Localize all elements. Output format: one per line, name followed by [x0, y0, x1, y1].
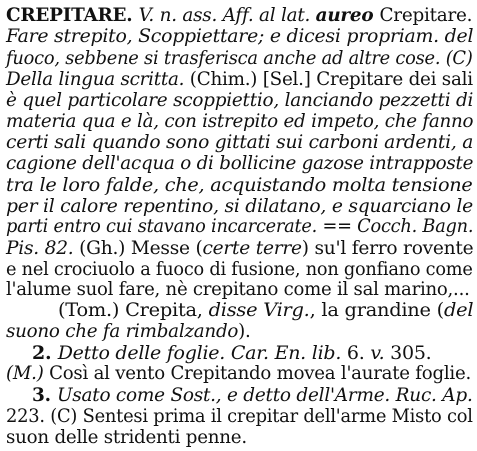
- entry-text-segment: e nel crociuolo a fuoco di fusione, non gonfiano come: [6, 257, 473, 280]
- entry-text-segment: Crepitare.: [379, 3, 473, 26]
- entry-text-segment: parti entro cui stavano incarcerate.: [6, 215, 318, 238]
- entry-line: [6, 237, 473, 260]
- headword: CREPITARE.: [6, 3, 139, 26]
- entry-line: [6, 89, 473, 112]
- entry-text-segment: v.: [370, 341, 385, 364]
- entry-text-segment: Così al vento Crepitando movea l'aurate foglie.: [43, 362, 471, 385]
- entry-text-segment: ).: [238, 319, 251, 342]
- entry-text-segment: Pis. 82.: [6, 237, 74, 260]
- entry-line: [6, 131, 473, 154]
- entry-text-segment: certi sali quando sono gittati sui carboni ardenti, a: [6, 130, 474, 153]
- entry-text-segment: per il calore repentino, si dilatano, e squarciano le: [6, 194, 473, 217]
- entry-line: [6, 110, 473, 133]
- entry-text-segment: 223. (C) Sentesi prima il crepitar dell'arme Misto col: [6, 404, 473, 427]
- entry-line: [6, 47, 473, 70]
- entry-text-segment: disse Virg.: [208, 299, 310, 322]
- entry-line: [32, 342, 431, 365]
- entry-line: [6, 215, 473, 238]
- entry-text-segment: (Gh.) Messe (: [73, 237, 203, 260]
- entry-text-segment: (Chim.) [Sel.] Crepitare dei sali: [184, 67, 473, 90]
- entry-text-segment: , la grandine (: [309, 299, 444, 322]
- entry-line: [6, 174, 473, 197]
- entry-line: [6, 278, 470, 301]
- entry-text-segment: 2.: [32, 341, 58, 364]
- entry-line: [6, 405, 473, 428]
- entry-line: [6, 152, 473, 175]
- entry-text-segment: suon delle stridenti penne.: [6, 426, 247, 449]
- entry-text-segment: Usato come Sost., e detto dell'Arme. Ruc. Ap.: [56, 383, 473, 406]
- entry-text-segment: Detto delle foglie. Car. En. lib.: [57, 341, 342, 364]
- entry-line: [6, 4, 472, 27]
- entry-text-segment: 6.: [341, 341, 371, 364]
- entry-line: [6, 362, 471, 385]
- entry-text-segment: (M.): [6, 362, 44, 385]
- entry-text-segment: materia qua e là, con istrepito ed impeto, che fanno: [6, 109, 474, 132]
- entry-line: [6, 426, 247, 449]
- entry-text-segment: del: [443, 299, 474, 322]
- entry-text-segment: cagione dell'acqua o di bollicine gazose intrapposte: [6, 152, 474, 175]
- entry-text-segment: aureo: [315, 3, 380, 26]
- entry-text-segment: 305.: [384, 341, 432, 364]
- entry-text-segment: l'alume suol fare, nè crepitano come il sal marino,...: [6, 277, 470, 300]
- entry-text-segment: == Cocch. Bagn.: [317, 215, 474, 238]
- entry-line: [6, 25, 473, 48]
- entry-text-segment: 3.: [32, 383, 57, 406]
- entry-text-segment: tra le loro falde, che, acquistando molta tensione: [6, 173, 473, 196]
- entry-text-segment: Della lingua scritta.: [6, 67, 185, 90]
- entry-text-segment: ) su'l ferro rovente: [301, 237, 474, 260]
- entry-text-segment: V. n. ass. Aff. al lat.: [138, 3, 316, 26]
- entry-text-segment: fuoco, sebbene si trasferisca anche ad altre cose. (C): [6, 46, 473, 69]
- entry-line: [58, 299, 473, 322]
- entry-text-segment: (Tom.) Crepita,: [58, 299, 209, 322]
- entry-line: [6, 320, 251, 343]
- entry-line: [32, 384, 473, 407]
- entry-text-segment: Fare strepito, Scoppiettare; e dicesi propriam. del: [6, 25, 474, 48]
- entry-text-segment: certe terre: [202, 237, 302, 260]
- entry-text-segment: è quel particolare scoppiettio, lanciando pezzetti di: [6, 89, 474, 112]
- entry-text-segment: suono che fa rimbalzando: [6, 319, 239, 342]
- entry-line: [6, 195, 473, 218]
- entry-line: [6, 68, 473, 91]
